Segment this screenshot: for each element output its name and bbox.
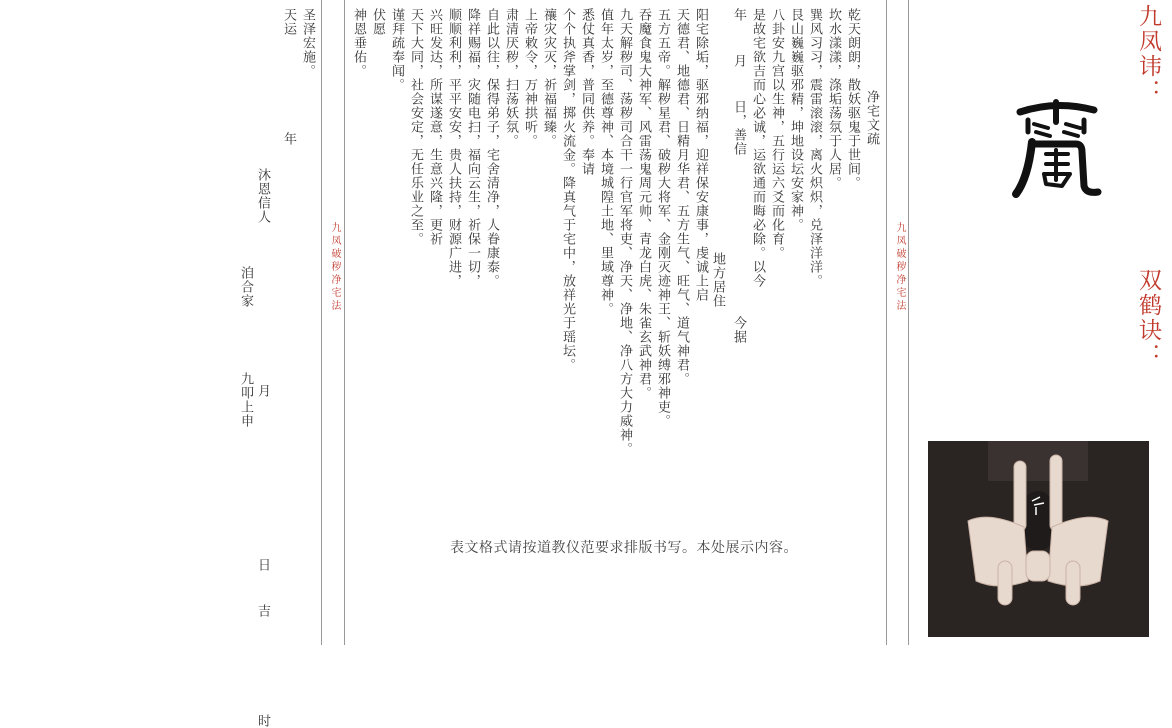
text-column: 坎水漾漾，涤垢荡氛于人居。	[826, 8, 841, 190]
text-column: 悉仗真香，普同供养。奉请	[579, 8, 594, 176]
talisman-glyph-icon	[1010, 98, 1102, 202]
text-column: 降祥赐福，灾随电扫，福向云生，祈保一切，	[465, 8, 480, 288]
text-column: 自此以往，保得弟子，宅舍清净，人眷康泰。	[484, 8, 499, 288]
closing-line-2: 天运 年	[281, 8, 296, 146]
text-column: 兴旺发达，所谋遂意，生意兴隆，更祈	[427, 8, 442, 246]
text-column: 乾天朗朗，散妖驱鬼于世间。	[845, 8, 860, 190]
text-column: 个个执斧掌剑，掷火流金。降真气于宅中，放祥光于瑶坛。	[560, 8, 575, 372]
text-column: 九天解秽司、荡秽司合干一行官军将吏、净天、净地、净八方大力威神。	[617, 8, 632, 456]
double-crane-mudra-title: 双鹤诀：	[1135, 268, 1161, 368]
text-column: 禳灾灾灭，祈福福臻。	[541, 8, 556, 148]
text-column: 伏愿	[370, 8, 385, 36]
text-column: 谨拜疏奉闻。	[389, 8, 404, 92]
margin-label-left: 九凤破秽净宅法	[329, 222, 340, 313]
text-column: 巽风习习，震雷滚滚，离火炽炽，兑泽洋洋。	[807, 8, 822, 288]
text-column: 天德君、地德君、日精月华君、五方生气、旺气、道气神君。	[674, 8, 689, 386]
text-column: 是故宅欲吉而心必诚，运欲通而晦必除。以今	[750, 8, 765, 288]
text-column: 肃清厌秽，扫荡妖氛。	[503, 8, 518, 148]
text-column: 神恩垂佑。	[351, 8, 366, 78]
frame-rule-right-inner	[886, 0, 887, 645]
text-column: 吞魔食鬼大神军、风雷荡鬼周元帅、青龙白虎、朱雀玄武神君。	[636, 8, 651, 400]
closing-line-1: 圣泽宏施。	[300, 8, 315, 78]
text-column: 五方五帝。解秽星君、破秽大将军、金刚灭迹神王、斩妖缚邪神吏。	[655, 8, 670, 428]
margin-label-right: 九凤破秽净宅法	[894, 222, 905, 313]
text-column: 顺顺利利，平平安安，贵人扶持，财源广进，	[446, 8, 461, 288]
frame-rule-left-outer	[321, 0, 322, 645]
mudra-photo	[928, 441, 1149, 637]
text-column: 八卦安九宫以生神，五行运六爻而化育。	[769, 8, 784, 260]
sign-line: 洎合家 九叩上申	[238, 266, 253, 428]
frame-rule-left-inner	[344, 0, 345, 645]
text-column: 艮山巍巍驱邪精，坤地设坛安家神。	[788, 8, 803, 232]
text-column: 阳宅除垢，驱邪纳福，迎祥保安康事，虔诚上启	[693, 8, 708, 302]
text-column: 值年太岁，至德尊神、本境城隍土地、里域尊神。	[598, 8, 613, 316]
date-line: 沐恩信人 月 日 吉 时	[255, 168, 270, 728]
text-column: 年 月 日，善信 今据	[731, 8, 746, 344]
format-note: 表文格式请按道教仪范要求排版书写。本处展示内容。	[450, 540, 798, 556]
text-column: 上帝敕令，万神拱听。	[522, 8, 537, 148]
document-title: 净宅文疏	[864, 90, 879, 146]
nine-phoenix-seal-title: 九凤讳：	[1135, 4, 1161, 104]
frame-rule-right-outer	[908, 0, 909, 645]
header-address: 地方居住	[710, 252, 725, 308]
text-column: 天下大同，社会安定，无任乐业之至。	[408, 8, 423, 246]
